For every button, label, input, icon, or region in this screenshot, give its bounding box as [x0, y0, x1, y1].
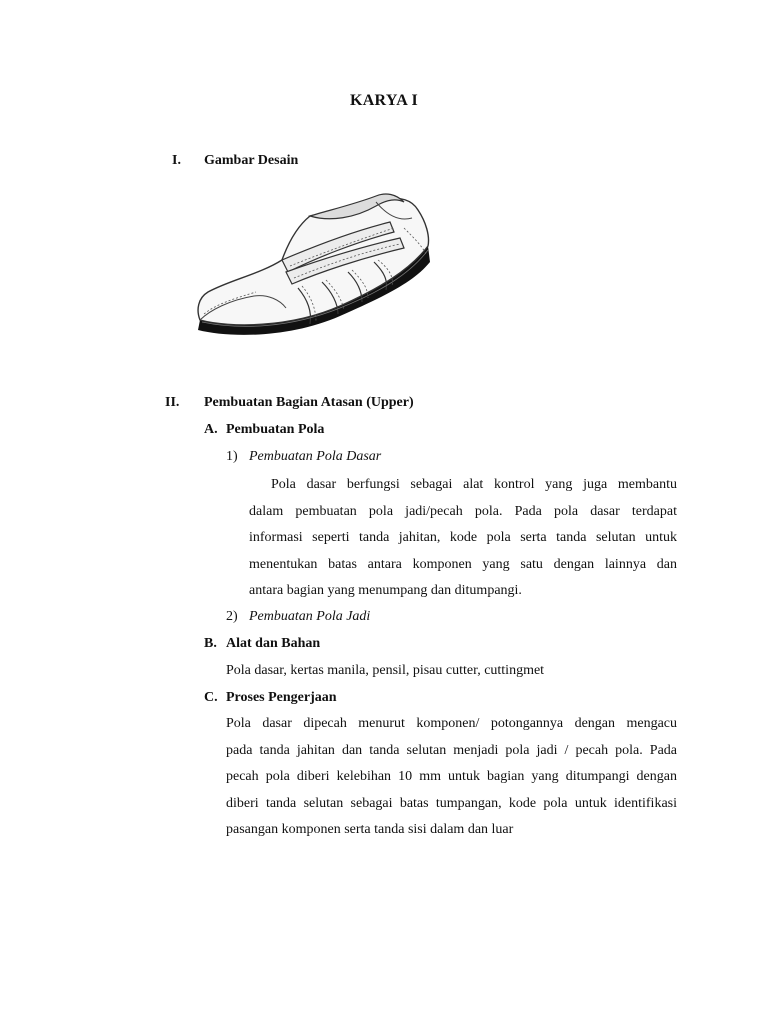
paragraph-line: informasi seperti tanda jahitan, kode pola serta tanda selutan untuk	[249, 530, 677, 545]
item-2-number: 2)	[226, 609, 238, 624]
section-1-numeral: I.	[172, 153, 181, 168]
section-2-numeral: II.	[165, 395, 180, 410]
section-1-heading: Gambar Desain	[204, 153, 299, 168]
paragraph-line: antara bagian yang menumpang dan ditumpangi.	[249, 583, 522, 598]
shoe-design-illustration	[190, 188, 438, 348]
paragraph-line: dalam pembuatan pola jadi/pecah pola. Pada pola dasar terdapat	[249, 503, 677, 519]
subsection-b-text: Pola dasar, kertas manila, pensil, pisau cutter, cuttingmet	[226, 663, 545, 678]
item-1-number: 1)	[226, 449, 238, 464]
item-2-heading: Pembuatan Pola Jadi	[249, 609, 371, 624]
page-title: KARYA I	[349, 92, 419, 109]
item-1-heading: Pembuatan Pola Dasar	[249, 449, 382, 464]
subsection-c-paragraph	[226, 711, 677, 844]
paragraph-line: pasangan komponen serta tanda sisi dalam dan luar	[226, 822, 514, 837]
subsection-c-heading: Proses Pengerjaan	[226, 690, 337, 705]
subsection-b-letter: B.	[204, 636, 217, 651]
paragraph-line: Pola dasar dipecah menurut komponen/ potongannya dengan mengacu	[226, 716, 677, 731]
paragraph-line: Pola dasar berfungsi sebagai alat kontrol yang juga membantu	[271, 477, 677, 492]
paragraph-line: pecah pola diberi kelebihan 10 mm untuk bagian yang ditumpangi dengan	[226, 769, 677, 784]
paragraph-line: diberi tanda selutan sebagai batas tumpangan, kode pola untuk identifikasi	[226, 795, 677, 811]
subsection-a-letter: A.	[204, 422, 218, 437]
paragraph-line: pada tanda jahitan dan tanda selutan menjadi pola jadi / pecah pola. Pada	[226, 742, 677, 758]
section-2-heading: Pembuatan Bagian Atasan (Upper)	[204, 395, 414, 410]
item-1-paragraph	[249, 472, 677, 605]
subsection-a-heading: Pembuatan Pola	[226, 422, 325, 437]
subsection-c-letter: C.	[204, 690, 218, 705]
subsection-b-heading: Alat dan Bahan	[226, 636, 321, 651]
paragraph-line: menentukan batas antara komponen yang satu dengan lainnya dan	[249, 556, 677, 572]
